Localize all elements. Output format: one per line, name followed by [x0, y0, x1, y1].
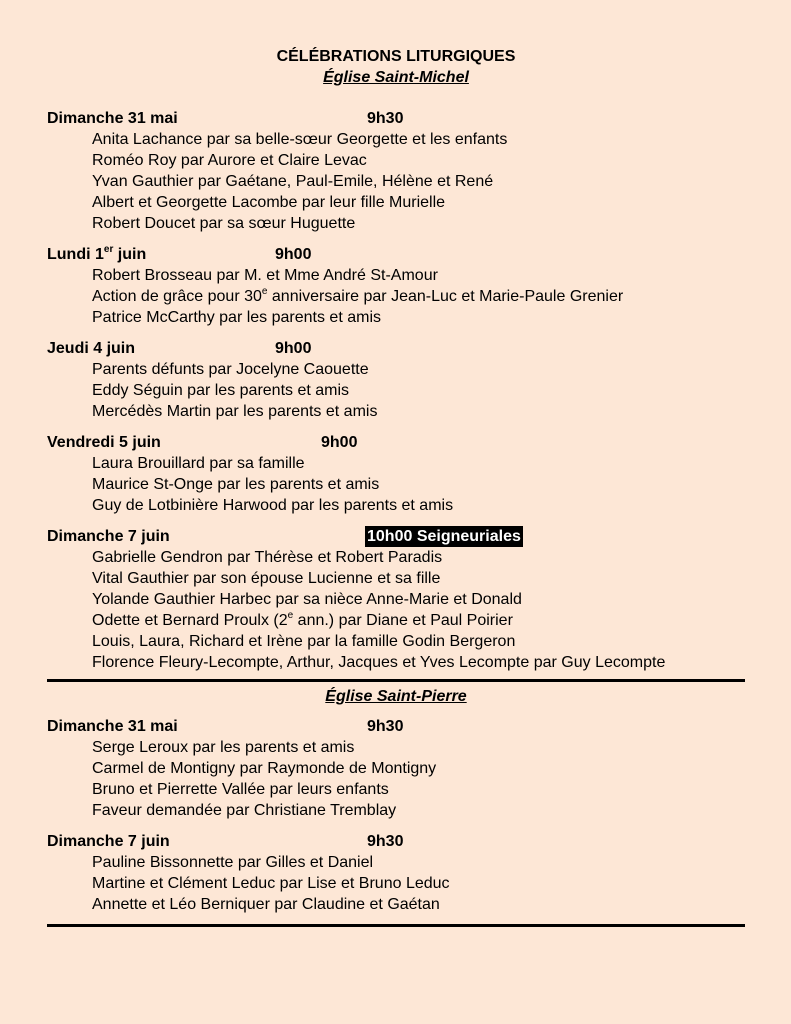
intention-item: Bruno et Pierrette Vallée par leurs enfants	[92, 781, 389, 798]
intention-item: Mercédès Martin par les parents et amis	[92, 403, 378, 420]
ordinal-suffix: e	[287, 609, 294, 621]
section-saint-pierre	[47, 716, 745, 915]
service-block	[47, 831, 745, 915]
intention-item: Maurice St-Onge par les parents et amis	[92, 476, 380, 493]
intention-item: Gabrielle Gendron par Thérèse et Robert Paradis	[92, 549, 443, 566]
service-header	[47, 831, 745, 852]
intention-item: Roméo Roy par Aurore et Claire Levac	[92, 152, 367, 169]
service-day: Dimanche 31 mai	[47, 718, 178, 735]
intention-item: Yolande Gauthier Harbec par sa nièce Anne-Marie et Donald	[92, 591, 522, 608]
service-time: 9h00	[275, 340, 312, 357]
intention-item: Pauline Bissonnette par Gilles et Daniel	[92, 854, 374, 871]
intention-item: Yvan Gauthier par Gaétane, Paul-Emile, Hélène et René	[92, 173, 494, 190]
intention-text: Action de grâce pour 30	[92, 288, 262, 305]
service-time: 9h00	[321, 434, 358, 451]
day-month: juin	[113, 246, 147, 263]
intention-item: Laura Brouillard par sa famille	[92, 455, 305, 472]
intention-text: Odette et Bernard Proulx (2	[92, 612, 288, 629]
service-header	[47, 338, 745, 359]
service-header	[47, 244, 745, 265]
intention-text: ann.) par Diane et Paul Poirier	[293, 612, 513, 629]
service-day: Jeudi 4 juin	[47, 340, 136, 357]
service-header	[47, 108, 745, 129]
section-divider	[47, 679, 745, 682]
church-heading-saint-pierre	[47, 686, 745, 707]
service-day: Dimanche 7 juin	[47, 528, 170, 545]
service-block	[47, 338, 745, 422]
intention-item: Annette et Léo Berniquer par Claudine et Gaétan	[92, 896, 440, 913]
service-block	[47, 108, 745, 234]
intention-item: Eddy Séguin par les parents et amis	[92, 382, 350, 399]
intention-item: Serge Leroux par les parents et amis	[92, 739, 355, 756]
intention-item: Anita Lachance par sa belle-sœur Georgette et les enfants	[92, 131, 508, 148]
service-day: Dimanche 31 mai	[47, 110, 178, 127]
intention-item: Guy de Lotbinière Harwood par les parents et amis	[92, 497, 454, 514]
church-name: Église Saint-Pierre	[325, 688, 467, 705]
intention-item: Florence Fleury-Lecompte, Arthur, Jacques et Yves Lecompte par Guy Lecompte	[92, 654, 666, 671]
service-block	[47, 526, 745, 673]
intention-item: Martine et Clément Leduc par Lise et Bruno Leduc	[92, 875, 450, 892]
day-ordinal: er	[103, 243, 114, 255]
section-divider	[47, 924, 745, 927]
church-name: Église Saint-Michel	[323, 69, 469, 86]
bulletin-page	[47, 46, 745, 931]
day-text: Lundi 1	[47, 246, 104, 263]
intention-text: anniversaire par Jean-Luc et Marie-Paule Grenier	[267, 288, 624, 305]
church-heading-saint-michel	[47, 67, 745, 88]
service-day: Dimanche 7 juin	[47, 833, 170, 850]
intention-item: Vital Gauthier par son épouse Lucienne et sa fille	[92, 570, 441, 587]
page-title: CÉLÉBRATIONS LITURGIQUES	[276, 48, 516, 65]
service-time: 9h00	[275, 246, 312, 263]
intention-item: Albert et Georgette Lacombe par leur fille Murielle	[92, 194, 446, 211]
intention-item: Faveur demandée par Christiane Tremblay	[92, 802, 397, 819]
service-header	[47, 432, 745, 453]
service-time-highlight: 10h00 Seigneuriales	[367, 528, 521, 545]
intention-item	[47, 610, 745, 631]
intention-item: Parents défunts par Jocelyne Caouette	[92, 361, 369, 378]
section-saint-michel	[47, 108, 745, 673]
intention-item: Patrice McCarthy par les parents et amis	[92, 309, 381, 326]
service-block	[47, 244, 745, 328]
service-header	[47, 526, 745, 547]
intention-item: Carmel de Montigny par Raymonde de Montigny	[92, 760, 437, 777]
service-block	[47, 432, 745, 516]
intention-item: Robert Brosseau par M. et Mme André St-Amour	[92, 267, 438, 284]
intention-item: Robert Doucet par sa sœur Huguette	[92, 215, 356, 232]
service-day	[47, 244, 146, 265]
intention-item	[47, 286, 745, 307]
ordinal-suffix: e	[261, 285, 268, 297]
service-time: 9h30	[367, 833, 404, 850]
service-time: 9h30	[367, 718, 404, 735]
service-header	[47, 716, 745, 737]
service-time: 9h30	[367, 110, 404, 127]
service-block	[47, 716, 745, 821]
intention-item: Louis, Laura, Richard et Irène par la famille Godin Bergeron	[92, 633, 516, 650]
service-day: Vendredi 5 juin	[47, 434, 161, 451]
